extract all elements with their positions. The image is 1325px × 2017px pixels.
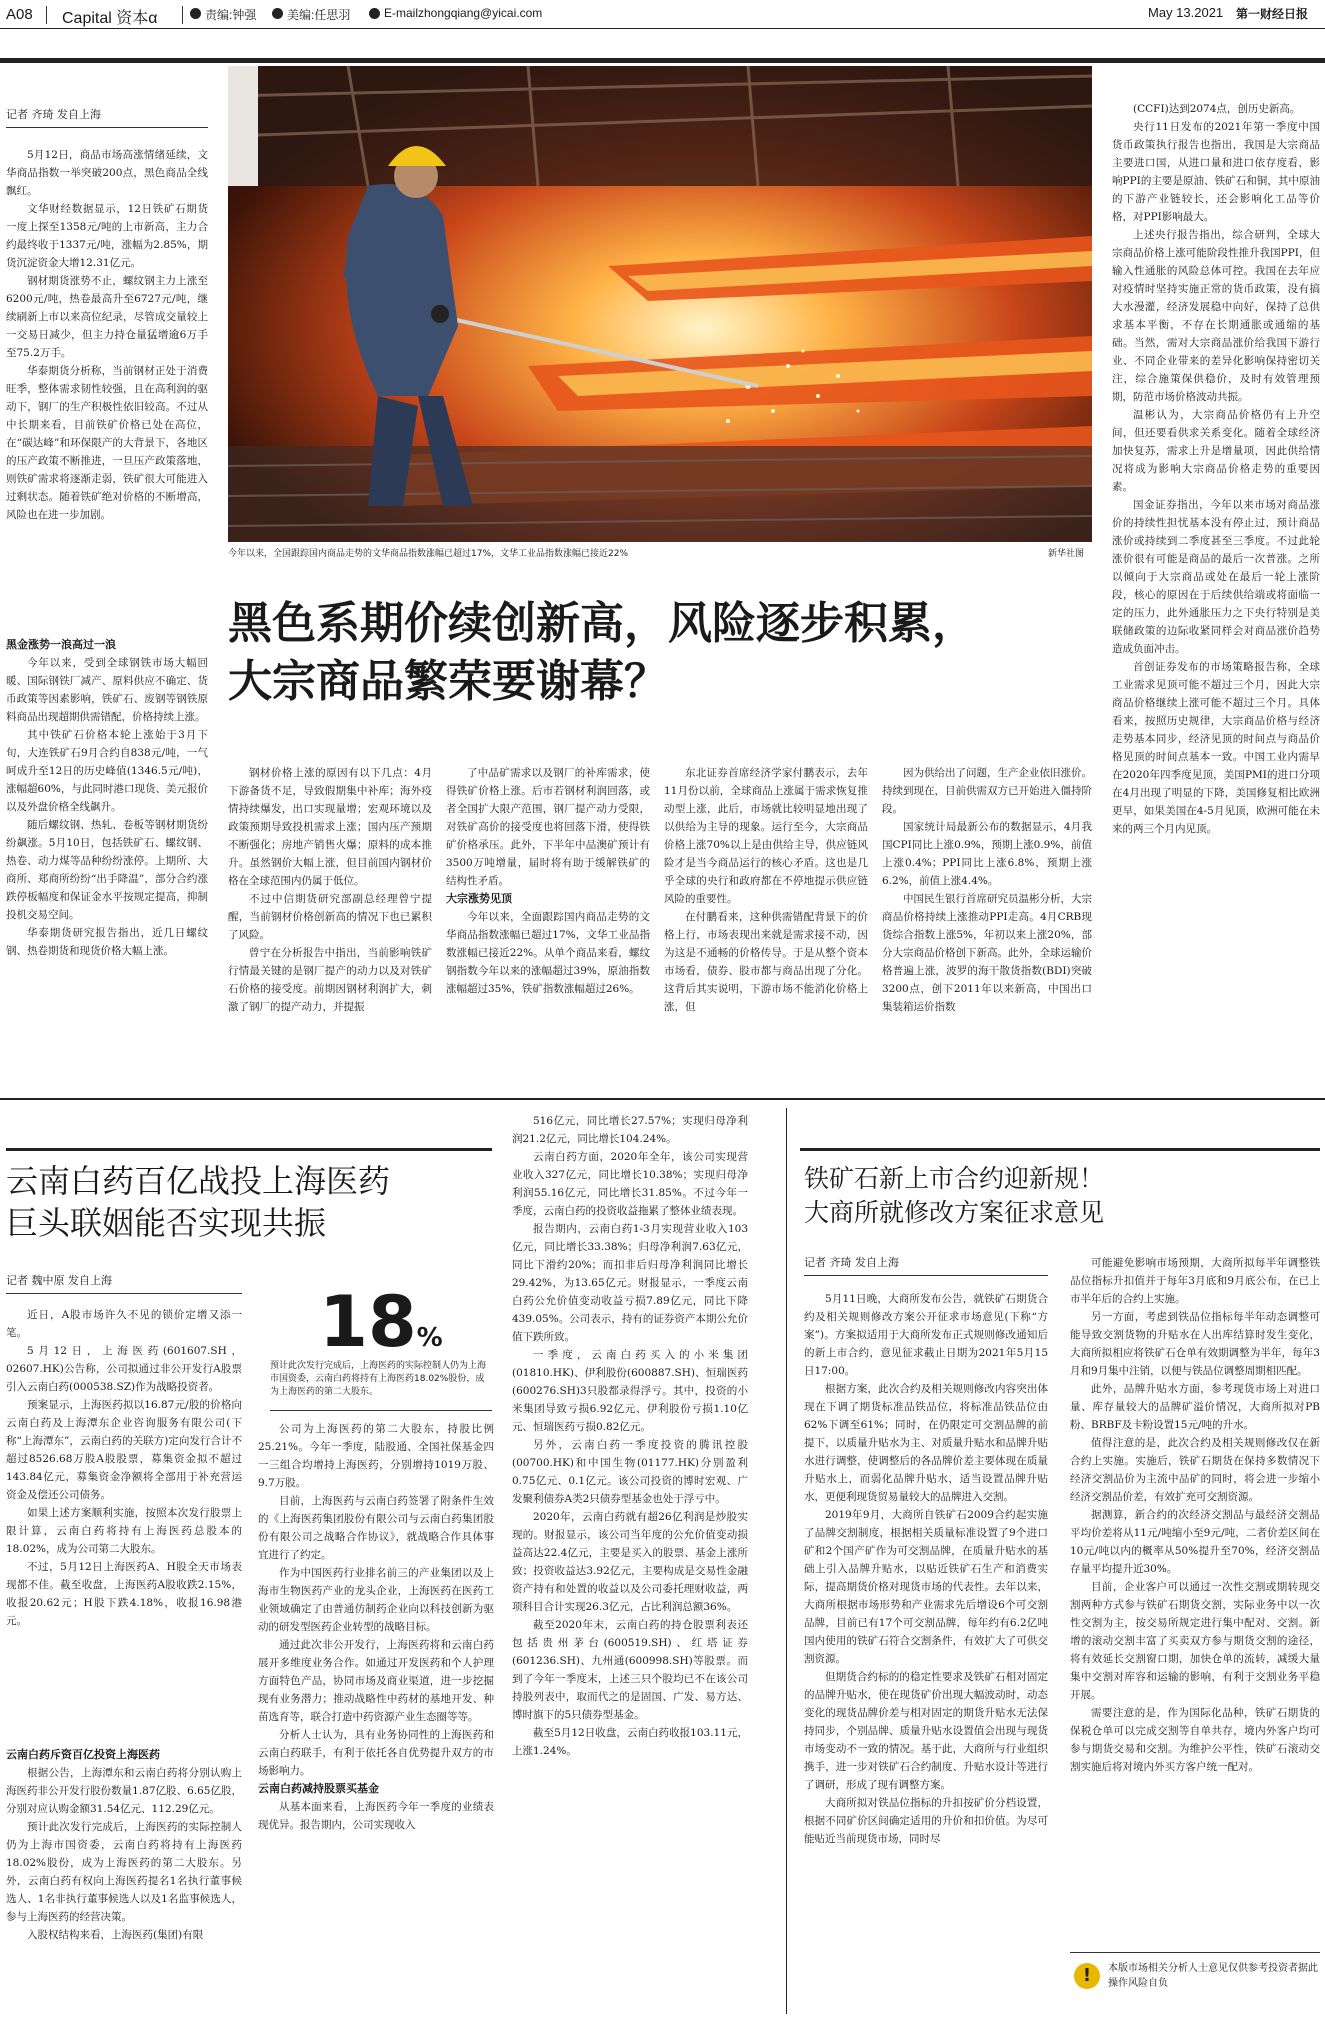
paragraph: 近日，A股市场许久不见的锁价定增又添一笔。 [6, 1309, 242, 1339]
section-rule [0, 1098, 1325, 1100]
pull-quote-unit: % [416, 1323, 443, 1353]
paragraph: 截至5月12日收盘，云南白药收报103.11元，上涨1.24%。 [512, 1727, 748, 1757]
pull-quote-text: 预计此次发行完成后，上海医药的实际控制人仍为上海市国资委，云南白药将持有上海医药18.02%股份，成为上海医药的第二大股东。 [270, 1361, 487, 1397]
paragraph: 截至2020年末，云南白药的持仓股票利表还包括贵州茅台(600519.SH)、红塔证券(601236.SH)、九州通(600998.SH)等股票。而到了今年一季度末，上述三只个股均已不在该公司持股列表中，取而代之的是固国、广发、易方达、博时旗下的5只债券型基金。 [512, 1619, 748, 1721]
main-column-2 [228, 764, 432, 1078]
risk-notice-text: 本版市场相关分析人士意见仅供参考投资者据此操作风险自负 [1108, 1963, 1318, 1989]
column-divider [786, 1108, 787, 2014]
article-top-rule [800, 1148, 1320, 1151]
paragraph: 目前，上海医药与云南白药签署了附条件生效的《上海医药集团股份有限公司与云南白药集团股份有限公司之战略合作协议》，就战略合作具体事宜进行了约定。 [258, 1495, 494, 1561]
main-column-3 [446, 764, 650, 1078]
paragraph: 516亿元，同比增长27.57%；实现归母净利润21.2亿元，同比增长104.24%。 [512, 1115, 748, 1145]
photo-credit: 新华社图 [1048, 549, 1085, 559]
paragraph: 另外，云南白药一季度投资的腾讯控股(00700.HK)和中国生物(01177.HK)分别盈利0.75亿元、0.1亿元。该公司投资的博时宏观、广发聚利债券A类2只债券型基金也处于浮亏中。 [512, 1439, 748, 1505]
byline: 记者 齐琦 发自上海 [6, 106, 208, 128]
main-column-4 [664, 764, 868, 1078]
paragraph: 今年以来，全面跟踪国内商品走势的文华商品指数涨幅已超过17%，文华工业品指数涨幅已接近22%。从单个商品来看，螺纹钢指数今年以来的涨幅超过39%，原油指数涨幅超过35%，铁矿指数涨幅超过26%。 [446, 911, 650, 995]
pull-quote-number: 18 [319, 1281, 417, 1363]
paragraph: 分析人士认为，具有业务协同性的上海医药和云南白药联手，有利于依托各自优势提升双方的市场影响力。 [258, 1729, 494, 1777]
paragraph: 5月11日晚，大商所发布公告，就铁矿石期货合约及相关规则修改方案公开征求市场意见(下称“方案”)。方案拟适用于大商所发布正式规则修改通知后的新上市合约，意见征求截止日期为2021年5月15日17:00。 [804, 1293, 1048, 1377]
article3-headline [804, 1162, 1320, 1230]
paragraph: 其中铁矿石价格本轮上涨始于3月下旬，大连铁矿石9月合约自838元/吨，一气呵成升至12日的历史峰值(1346.5元/吨)，涨幅超60%，与此同时港口现货、美元报价以及外盘价格全线飙升。 [6, 729, 208, 813]
paragraph: 云南白药方面，2020年全年，该公司实现营业收入327亿元，同比增长10.38%；实现归母净利润55.16亿元，同比增长31.85%。不过今年一季度，云南白药的投资收益拖累了整体业绩表现。 [512, 1151, 748, 1217]
byline: 记者 齐琦 发自上海 [804, 1254, 1048, 1276]
paragraph: 值得注意的是，此次合约及相关规则修改仅在新合约上实施。实施后，铁矿石期货在保持多数情况下经济交割品价为主流中品矿的同时，将会进一步缩小经济交割品价差，有效扩充可交割资源。 [1070, 1437, 1320, 1503]
paragraph: 曾宁在分析报告中指出，当前影响铁矿行情最关键的是钢厂提产的动力以及对铁矿石价格的接受度。前期因钢材利润扩大，刺激了钢厂的提产动力，并提振 [228, 947, 432, 1013]
main-headline [228, 595, 1098, 711]
designer-credit: 美编:任思羽 [287, 8, 351, 22]
article3-column-2 [1070, 1254, 1320, 1944]
byline: 记者 魏中原 发自上海 [6, 1272, 242, 1294]
section-title: Capital 资本α [62, 10, 158, 27]
paragraph: 此外，品牌升贴水方面，参考现货市场上对进口量、库存量较大的品牌矿溢价情况，大商所拟对PB粉、BRBF及卡粉设置15元/吨的升水。 [1070, 1383, 1320, 1431]
paragraph: 预案显示，上海医药拟以16.87元/股的价格向云南白药及上海潭东企业咨询服务有限公司(下称“上海潭东”，云南白药的关联方)定向发行合计不超过8526.68万股A股股票，募集资金拟不超过143.84亿元，募集资金净额将全部用于补充营运资金及偿还公司债务。 [6, 1399, 242, 1501]
email-icon [369, 8, 380, 19]
article3-byline [804, 1254, 1048, 1280]
paragraph: 作为中国医药行业排名前三的产业集团以及上海市生物医药产业的龙头企业，上海医药在医药工业领域确定了由普通仿制药企业向以科技创新为驱动的研发型医药企业转型的战略目标。 [258, 1567, 494, 1633]
paragraph: 但期货合约标的的稳定性要求及铁矿石相对固定的品牌升贴水，使在现货矿价出现大幅波动时，动态变化的现货品牌价差与相对固定的期货升贴水无法保持同步，个别品牌、质量升贴水设置值会出现与现货市场变动不一致的情况。基于此，大商所与行业组织携手，进一步对铁矿石合约制度、升贴水设计等进行了调研，形成了现有调整方案。 [804, 1671, 1048, 1791]
paragraph: 可能避免影响市场预期，大商所拟每半年调整铁品位指标升扣值并于每年3月底和9月底公布，在已上市半年后的合约上实施。 [1070, 1257, 1320, 1305]
paragraph: 国金证券指出，今年以来市场对商品涨价的持续性担忧基本没有停止过，预计商品涨价或持续到二季度甚至三季度。不过此轮涨价很有可能是商品的最后一次普涨。之所以倾向于大宗商品或处在最后一轮上涨阶段，核心的原因在于后续供给端或将面临一定的压力，此外通胀压力之下央行特别是美联储政策的边际收紧同样会对商品涨价趋势造成负面冲击。 [1112, 499, 1320, 655]
paragraph: 另一方面，考虑到铁品位指标每半年动态调整可能导致交割货物的升贴水在人出库结算时发生变化，大商所拟相应将铁矿石仓单有效期调整为半年，每年3月和9月集中注销，以便与铁品位调整周期相匹配。 [1070, 1311, 1320, 1377]
paragraph: 在付鹏看来，这种供需错配背景下的价格上行，市场表现出来就是需求接不动，因为这是不通畅的价格传导。于是从整个资本市场看，债券、股市都与商品出现了分化。这背后其实说明，下游市场不能消化价格上涨，但 [664, 911, 868, 1013]
paragraph: 目前，企业客户可以通过一次性交割或期转现交割两种方式参与铁矿石期货交割，实际业务中以一次性交割为主，按交易所规定进行集中配对、交割。新增的滚动交割丰富了买卖双方参与期货交割的途径，将有效延长交割窗口期，加快仓单的流转，减缓大量集中交割对库容和运输的影响，有利于交割业务平稳开展。 [1070, 1581, 1320, 1701]
article2-column-1 [6, 1306, 242, 1742]
editor-credit: 责编:钟强 [205, 8, 257, 22]
paragraph: 通过此次非公开发行，上海医药将和云南白药展开多维度业务合作。如通过开发医药和个人护理方面特色产品，协同市场及商业渠道，进一步挖掘现有业务潜力；推动战略性中药材的基地开发、种苗选育等，联合打造中药资源产业生态圈等等。 [258, 1639, 494, 1723]
paragraph: 入股权结构来看，上海医药(集团)有限 [27, 1929, 204, 1941]
paragraph: 钢材期货涨势不止，螺纹钢主力上涨至6200元/吨，热卷最高升至6727元/吨，继续刷新上市以来高位纪录，尽管成交量较上一交易日减少，但主力持仓量猛增逾6万手至75.2万手。 [6, 275, 208, 359]
article3-headline-line-1: 铁矿石新上市合约迎新规！ [804, 1164, 1105, 1193]
main-column-5 [882, 764, 1092, 1078]
article2-column-1b [6, 1746, 242, 2012]
warning-icon: ! [1074, 1963, 1100, 1989]
page-number: A08 [6, 6, 33, 23]
paragraph: 了中品矿需求以及钢厂的补库需求，使得铁矿价格上涨。后市若钢材利润回落，或者全国扩大限产范围，钢厂提产动力受限，对铁矿高价的接受度也将回落下滑，使得铁矿价格承压。此外，下半年中品澳矿预计有3500万吨增量，届时将有助于缓解铁矿的结构性矛盾。 [446, 767, 650, 887]
pull-quote-figure [270, 1281, 492, 1363]
paragraph: 随后螺纹钢、热轧、卷板等钢材期货纷纷飙涨。5月10日，包括铁矿石、螺纹钢、热卷、动力煤等品种纷纷涨停。上期所、大商所、郑商所纷纷“出手降温”，部分合约涨跌停板幅度和保证金水平按规定提高，抑制投机交易空间。 [6, 819, 208, 921]
paragraph: 从基本面来看，上海医药今年一季度的业绩表现优异。报告期内，公司实现收入 [258, 1801, 494, 1831]
article2-column-2 [258, 1420, 494, 2012]
steel-mill-photo [228, 66, 1092, 542]
photo-svg [228, 66, 1092, 542]
paragraph: 温彬认为，大宗商品价格仍有上升空间，但还要看供求关系变化。随着全球经济加快复苏，需求上升是增量项，因此供给情况将成为影响大宗商品价格走势的重要因素。 [1112, 409, 1320, 493]
paragraph: 公司为上海医药的第二大股东，持股比例25.21%。今年一季度，陆股通、全国社保基金四一三组合均增持上海医药，分别增持1019万股、9.7万股。 [258, 1423, 494, 1489]
main-column-6 [1112, 100, 1320, 1078]
paragraph: 上述央行报告指出，综合研判，全球大宗商品价格上涨可能阶段性推升我国PPI，但输入性通胀的风险总体可控。我国在去年应对疫情时坚持实施正常的货币政策，没有搞大水漫灌，经济发展稳中向好，保持了总供求基本平衡，不存在长期通胀或通缩的基础。当然，需对大宗商品涨价给我国下游行业、不同企业带来的差异化影响保持密切关注，综合施策保供稳价，及时有效管理预期，防范市场价格波动共振。 [1112, 229, 1320, 403]
designer-icon [272, 8, 283, 19]
main-headline-line-1: 黑色系期价续创新高，风险逐步积累， [228, 598, 976, 649]
paragraph: 据测算，新合约的次经济交割品与最经济交割品平均价差将从11元/吨缩小至9元/吨，二者价差区间在10元/吨以内的概率从50%提升至70%，经济交割品存量平均提升近30%。 [1070, 1509, 1320, 1575]
subheading: 云南白药减持股票买基金 [258, 1782, 379, 1795]
paragraph: 因为供给出了问题，生产企业依旧涨价。持续到现在，目前供需双方已开始进入僵持阶段。 [882, 767, 1092, 815]
paragraph: 5月12日，商品市场高涨情绪延续，文华商品指数一举突破200点，黑色商品全线飘红。 [6, 149, 208, 197]
article2-headline [6, 1160, 492, 1244]
subheading: 大宗涨势见顶 [446, 892, 512, 905]
main-byline [6, 106, 208, 146]
email-address: E-mailzhongqiang@yicai.com [384, 6, 543, 20]
paragraph: 不过中信期货研究部副总经理曾宁提醒，当前钢材价格创新高的情况下也已累积了风险。 [228, 893, 432, 941]
header-rule-thick [0, 58, 1325, 63]
main-column-1b [6, 636, 208, 1078]
paragraph: 需要注意的是，作为国际化品种，铁矿石期货的保税仓单可以完成交割等自单共存，境内外客户均可参与期货交易和交割。为维护公平性，铁矿石滚动交割实施后将对境内外买方客户统一配对。 [1070, 1707, 1320, 1773]
paragraph: 文华财经数据显示，12日铁矿石期货一度上探至1358元/吨的上市新高，主力合约最终收于1337元/吨，涨幅为2.85%，期货沉淀资金大增12.31亿元。 [6, 203, 208, 269]
main-column-1 [6, 146, 208, 632]
paragraph: 首创证券发布的市场策略报告称，全球工业需求见顶可能不超过三个月，因此大宗商品价格继续上涨可能不超过三个月。具体看来，按照历史规律，大宗商品价格与经济走势基本同步，经济见顶的时间点与商品价格见顶的时间点基本一致。中国工业内需早在2020年四季度见顶，美国PMI的进口分项在4月出现了明显的下降，美国修复相比欧洲更早，如果美国在4-5月见顶，欧洲可能在未来的两三个月内见顶。 [1112, 661, 1320, 835]
subheading: 云南白药斥资百亿投资上海医药 [6, 1748, 160, 1761]
issue-date: May 13.2021 [1148, 5, 1224, 20]
paragraph: (CCFI)达到2074点，创历史新高。 [1133, 103, 1301, 115]
pull-quote [270, 1281, 492, 1411]
paragraph: 华泰期货分析称，当前钢材正处于消费旺季，整体需求韧性较强，且在高利润的驱动下，钢厂的生产积极性依旧较高。不过从中长期来看，目前铁矿价格已处在高位，在“碳达峰”和环保限产的大背景下，各地区的压产政策不断推进，一旦压产政策落地，则铁矿需求将逐渐走弱，铁矿很大可能进入过剩状态。随着铁矿绝对价格的不断增高，风险也在进一步加剧。 [6, 365, 208, 521]
header-divider [46, 6, 47, 24]
paragraph: 华泰期货研究报告指出，近几日螺纹钢、热卷期货和现货价格大幅上涨。 [6, 927, 208, 957]
paragraph: 大商所拟对铁品位指标的升扣按矿价分档设置，根据不同矿价区间确定适用的升价和扣价值。为尽可能贴近当前现货市场，同时尽 [804, 1797, 1048, 1845]
paragraph: 一季度，云南白药买入的小米集团(01810.HK)、伊利股份(600887.SH)、恒瑞医药(600276.SH)3只股都录得浮亏。其中，投资的小米集团导致亏损6.92亿元、伊利股份亏损1.10亿元、恒瑞医药亏损0.82亿元。 [512, 1349, 748, 1433]
paragraph: 2019年9月，大商所自铁矿石2009合约起实施了品牌交割制度，根据相关质量标准设置了9个进口矿和2个国产矿作为可交割品牌，在质量升贴水的基础上引入品牌升贴水，以贴近铁矿石生产和消费实际，提高期货价格对现货市场的代表性。去年以来，大商所根据市场形势和产业需求先后增设6个可交割品牌，目前已有17个可交割品牌，每年约有6.2亿吨国内使用的铁矿石符合交割条件，有效扩大了可供交割资源。 [804, 1509, 1048, 1665]
subheading: 黑金涨势一浪高过一浪 [6, 638, 116, 651]
article2-headline-line-1: 云南白药百亿战投上海医药 [6, 1162, 391, 1200]
paragraph: 不过，5月12日上海医药A、H股全天市场表现都不佳。截至收盘，上海医药A股收跌2.15%，收报20.62元；H股下跌4.18%，收报16.98港元。 [6, 1561, 242, 1627]
paragraph: 东北证券首席经济学家付鹏表示，去年11月份以前，全球商品上涨属于需求恢复推动型上涨，此后，市场就比较明显地出现了以供给为主导的现象。运行至今，大宗商品价格上涨70%以上是由供给主导，供应链风险才是当今商品运行的核心矛盾。这也是几乎全球的央行和政府都在不停地提示供应链风险的重要性。 [664, 767, 868, 905]
editor-icon [190, 8, 201, 19]
header-divider [182, 6, 183, 24]
paper-name: 第一财经日报 [1236, 7, 1309, 21]
paragraph: 根据方案，此次合约及相关规则修改内容突出体现在下调了期货标准品铁品位，将标准品铁品位由62%下调至61%；同时，在仍限定可交割品牌的前提下，以质量升贴水为主、对质量升贴水和品牌升贴水进行调整，使调整后的各品牌价差主要体现在质量升贴水上，而弱化品牌升贴水，适当设置品牌升贴水，更便利现货贸易量较大的品牌进入交割。 [804, 1383, 1048, 1503]
article2-headline-line-2: 巨头联姻能否实现共振 [6, 1204, 327, 1242]
paragraph: 根据公告，上海潭东和云南白药将分别认购上海医药非公开发行股份数量1.87亿股、6.65亿股，分别对应认购金额31.54亿元、112.29亿元。 [6, 1767, 242, 1815]
article2-column-3 [512, 1112, 748, 2012]
risk-notice [1070, 1952, 1320, 2001]
paragraph: 2020年，云南白药就有超26亿利润是炒股实现的。财报显示，该公司当年度的公允价值变动损益高达22.4亿元，主要是买入的股票、基金上涨所致；投资收益达3.92亿元，主要构成是交易性金融资产持有和处置的收益以及公司委托理财收益，两项科目合计实现26.3亿元，占比利润总额36%。 [512, 1511, 748, 1613]
paragraph: 5月12日，上海医药(601607.SH，02607.HK)公告称，公司拟通过非公开发行A股票引入云南白药(000538.SZ)作为战略投资者。 [6, 1345, 242, 1393]
article2-byline [6, 1272, 242, 1298]
photo-caption: 今年以来，全国跟踪国内商品走势的文华商品指数涨幅已超过17%，文华工业品指数涨幅已接近22% [228, 549, 629, 559]
paragraph: 报告期内，云南白药1-3月实现营业收入103亿元，同比增长33.38%；归母净利润7.63亿元，同比下滑约20%；而扣非后归母净利润同比增长29.42%，为13.65亿元。财报显示，一季度云南白药公允价值变动收益亏损7.89亿元，同比下降439.05%。公司表示，持有的证券资产本期公允价值下跌所致。 [512, 1223, 748, 1343]
paragraph: 国家统计局最新公布的数据显示，4月我国CPI同比上涨0.9%，预期上涨0.9%，前值上涨0.4%；PPI同比上涨6.8%，预期上涨6.2%，前值上涨4.4%。 [882, 821, 1092, 887]
article3-column-1 [804, 1290, 1048, 2012]
paragraph: 今年以来，受到全球钢铁市场大幅回暖、国际钢铁厂减产、原料供应不确定、货币政策等因素影响，铁矿石、废钢等钢铁原料商品出现超期供需错配，价格持续上涨。 [6, 657, 208, 723]
paragraph: 如果上述方案顺利实施，按照本次发行股票上限计算，云南白药将持有上海医药总股本的18.02%，成为公司第二大股东。 [6, 1507, 242, 1555]
article-top-rule [6, 1148, 492, 1151]
paragraph: 预计此次发行完成后，上海医药的实际控制人仍为上海市国资委，云南白药将持有上海医药18.02%股份，成为上海医药的第二大股东。另外，云南白药有权向上海医药提名1名执行董事候选人、1名非执行董事候选人以及1名监事候选人，参与上海医药的经营决策。 [6, 1821, 242, 1923]
article3-headline-line-2: 大商所就修改方案征求意见 [804, 1198, 1105, 1227]
paragraph: 央行11日发布的2021年第一季度中国货币政策执行报告也指出，我国是大宗商品主要进口国，从进口量和进口依存度看，影响PPI的主要是原油、铁矿石和铜，其中原油的下游产业链较长，还会影响化工品等价格，对PPI影响最大。 [1112, 121, 1320, 223]
main-headline-line-2: 大宗商品繁荣要谢幕？ [228, 656, 668, 707]
header-rule [0, 28, 1325, 29]
paragraph: 中国民生银行首席研究员温彬分析，大宗商品价格持续上涨推动PPI走高。4月CRB现货综合指数上涨5%，年初以来上涨20%，部分大宗商品价格创下新高。此外，全球运输价格普遍上涨，波罗的海干散货指数(BDI)突破3200点，创下2011年以来新高，中国出口集装箱运价指数 [882, 893, 1092, 1013]
paragraph: 钢材价格上涨的原因有以下几点：4月下游备货不足，导致假期集中补库；海外疫情持续爆发，出口实现量增；宏观环境以及政策预期导致投机需求上涨；国内压产预期不断强化；房地产销售火爆；原料的成本推升。虽然钢价大幅上涨，但目前国内钢材价格在全球范围内仍属于低位。 [228, 767, 432, 887]
